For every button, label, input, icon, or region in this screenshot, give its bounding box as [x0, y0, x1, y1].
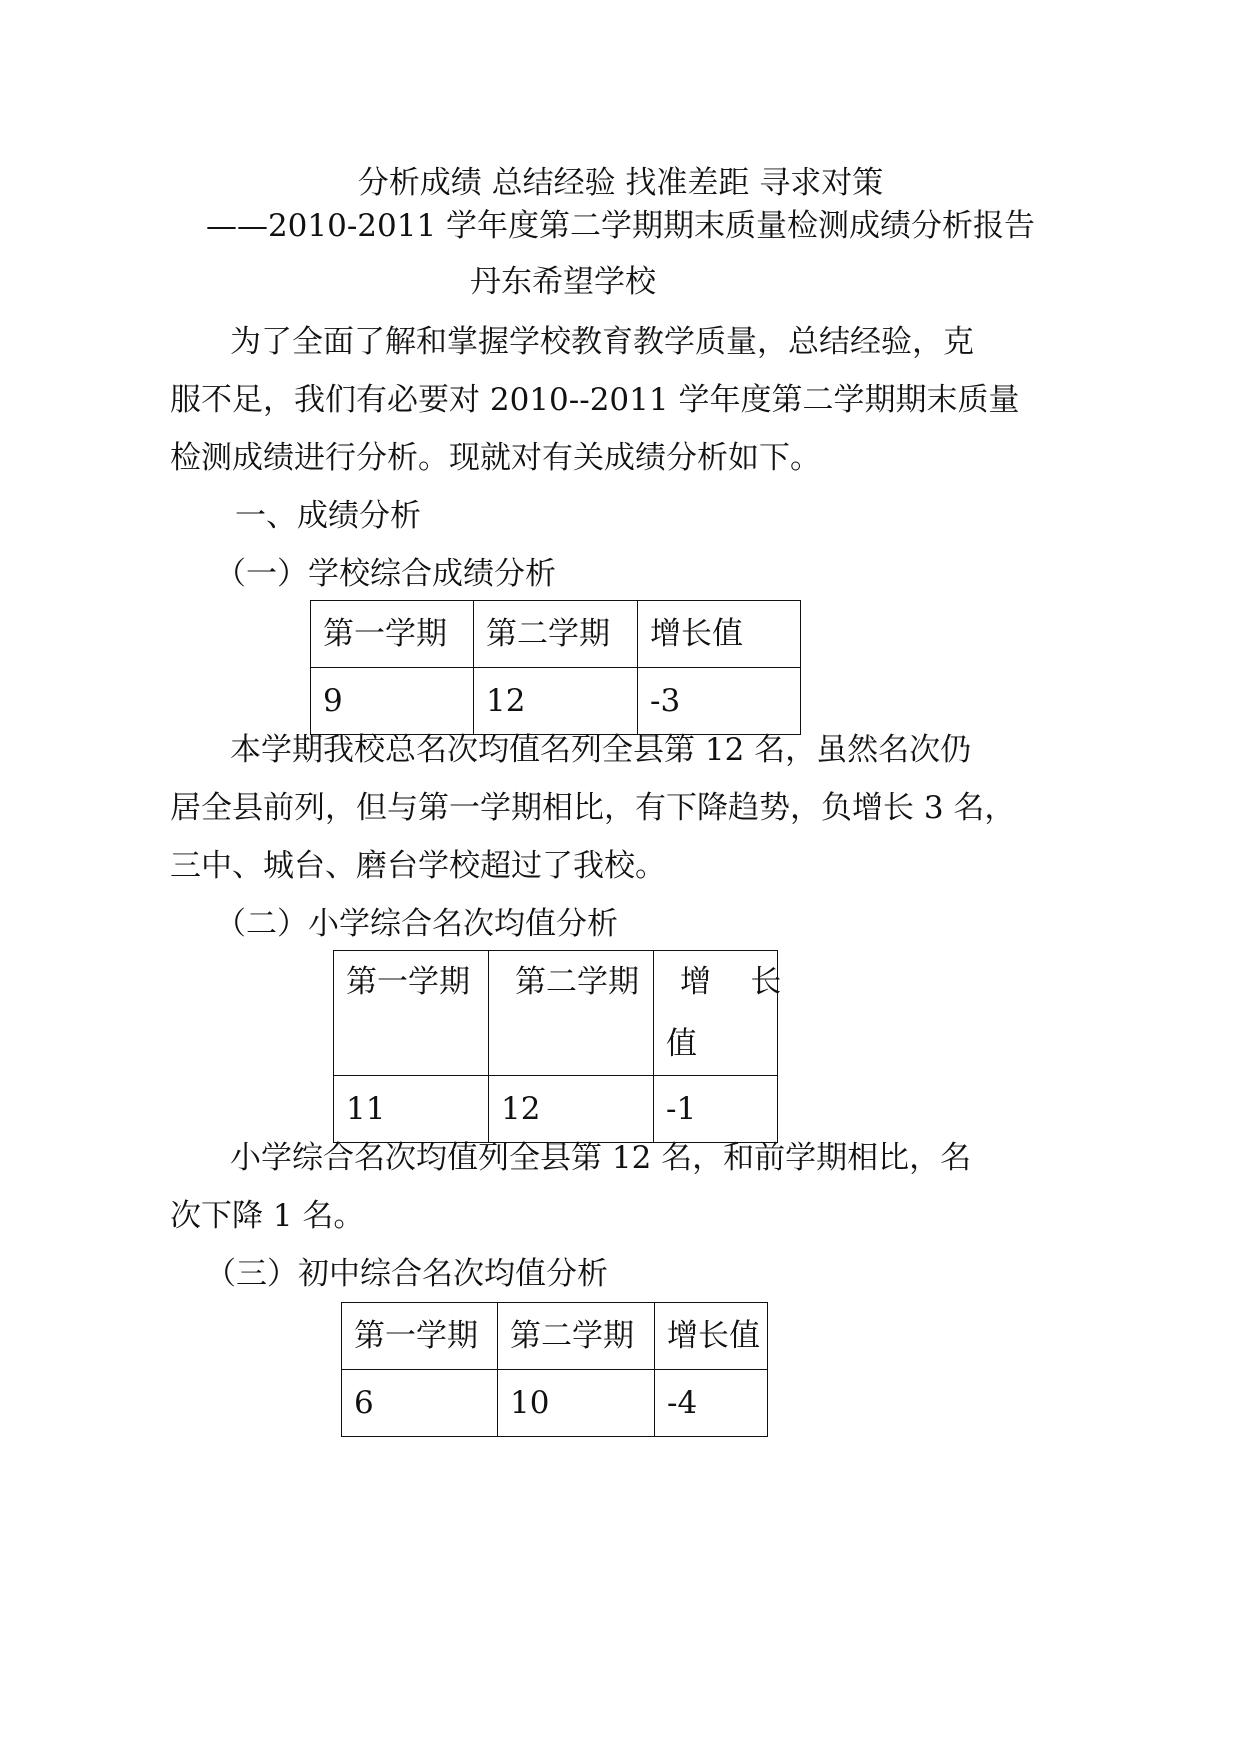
table-middle-ranking [341, 1302, 768, 1437]
sub1-text-line-3: 三中、城台、磨台学校超过了我校。 [170, 848, 666, 884]
header-growth-line-2: 值 [666, 1026, 697, 1062]
header-cell-second-term: 第二学期 [474, 601, 638, 668]
cell-growth: -4 [655, 1370, 768, 1437]
sub2-text-line-2: 次下降 1 名。 [170, 1198, 365, 1234]
intro-line-3: 检测成绩进行分析。现就对有关成绩分析如下。 [170, 440, 821, 476]
cell-first-term: 6 [342, 1370, 498, 1437]
table-primary-ranking [333, 950, 782, 1143]
cell-second-term: 12 [474, 668, 638, 735]
sub1-text-line-2: 居全县前列，但与第一学期相比，有下降趋势，负增长 3 名， [170, 790, 1016, 826]
intro-line-2: 服不足，我们有必要对 2010--2011 学年度第二学期期末质量 [170, 382, 1020, 418]
header-cell-growth [654, 951, 782, 1076]
header-cell-first-term: 第一学期 [311, 601, 474, 668]
header-growth-line-1: 增 长 [680, 964, 782, 1000]
header-cell-second-term: 第二学期 [498, 1303, 655, 1370]
subsection-heading-2: （二）小学综合名次均值分析 [215, 906, 618, 942]
section-heading: 一、成绩分析 [235, 498, 421, 534]
table-school-ranking [310, 600, 801, 735]
header-cell-first-term: 第一学期 [342, 1303, 498, 1370]
header-cell-growth: 增长值 [655, 1303, 768, 1370]
header-cell-first-term: 第一学期 [334, 951, 489, 1076]
header-cell-second-term: 第二学期 [489, 951, 654, 1076]
cell-second-term: 12 [489, 1076, 654, 1143]
subsection-heading-1: （一）学校综合成绩分析 [215, 556, 556, 592]
cell-first-term: 9 [311, 668, 474, 735]
cell-second-term: 10 [498, 1370, 655, 1437]
cell-growth: -1 [654, 1076, 778, 1143]
sub1-text-line-1: 本学期我校总名次均值名列全县第 12 名，虽然名次仍 [230, 732, 972, 768]
school-name: 丹东希望学校 [470, 264, 656, 300]
document-title: 分析成绩 总结经验 找准差距 寻求对策 [357, 165, 884, 201]
document-subtitle: ——2010-2011 学年度第二学期期末质量检测成绩分析报告 [205, 208, 1036, 244]
sub2-text-line-1: 小学综合名次均值列全县第 12 名，和前学期相比，名 [230, 1140, 972, 1176]
subsection-heading-3: （三）初中综合名次均值分析 [205, 1256, 608, 1292]
header-cell-growth: 增长值 [638, 601, 801, 668]
cell-growth: -3 [638, 668, 801, 735]
cell-first-term: 11 [334, 1076, 489, 1143]
intro-line-1: 为了全面了解和掌握学校教育教学质量，总结经验，克 [230, 324, 974, 360]
